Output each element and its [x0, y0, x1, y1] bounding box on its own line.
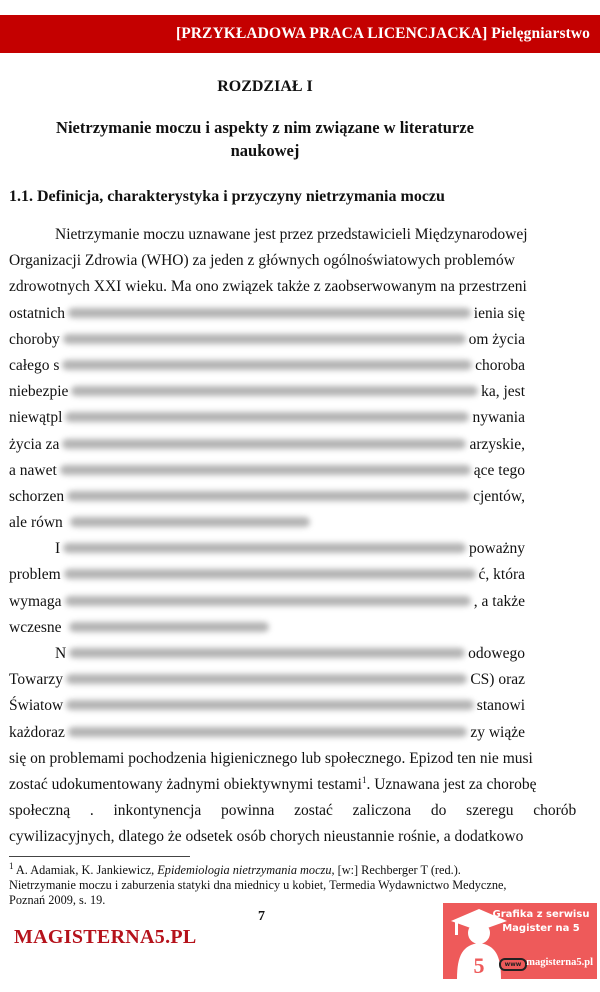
text: Organizacji Zdrowia (WHO) za jeden z głównych ogólnoświatowych problemów	[9, 252, 515, 270]
text: problem	[9, 566, 61, 584]
blurred-text	[71, 386, 478, 396]
blurred-text	[62, 360, 472, 370]
blurred-text	[65, 412, 469, 422]
text: zostać udokumentowany żadnymi obiektywnymi testami	[9, 775, 362, 793]
text: wymaga	[9, 592, 62, 610]
chapter-label: ROZDZIAŁ I	[217, 78, 313, 95]
text: się on problemami pochodzenia higienicznego lub społecznego. Epizod ten nie musi	[9, 749, 533, 767]
blurred-text	[66, 674, 467, 684]
text-line	[9, 484, 525, 510]
text: ka, jest	[481, 383, 525, 401]
text-line	[9, 405, 525, 431]
text: A. Adamiak, K. Jankiewicz,	[13, 863, 158, 877]
blurred-text	[68, 727, 467, 737]
text: a nawet	[9, 461, 57, 479]
text-line	[9, 562, 525, 588]
footnote	[9, 860, 569, 908]
body-text	[9, 222, 577, 851]
text-line	[9, 772, 537, 798]
text: ienia się	[473, 304, 525, 322]
text: cywilizacyjnych, dlatego że odsetek osób chorych nieustannie rośnie, a dodatkowo	[9, 828, 524, 846]
blurred-text	[63, 334, 466, 344]
text: odowego	[468, 645, 525, 662]
blurred-text	[62, 439, 466, 449]
footnote-divider	[9, 856, 190, 857]
blurred-text	[63, 543, 466, 553]
text-line	[9, 301, 525, 327]
text: . Uznawana jest za chorobę	[366, 775, 537, 793]
text: ale równ	[9, 514, 63, 532]
text-line	[9, 746, 533, 772]
blurred-text	[60, 465, 471, 475]
www-icon: www	[499, 958, 527, 971]
text-line	[9, 510, 525, 536]
blurred-text	[67, 491, 470, 501]
text: Towarzy	[9, 671, 64, 689]
blurred-text	[65, 596, 471, 606]
text: CS) oraz	[470, 671, 525, 689]
blurred-text	[69, 648, 465, 658]
watermark-text: Magister na 5	[502, 923, 580, 934]
text: choroba	[475, 356, 525, 374]
text: wczesne	[9, 618, 62, 636]
text: , [w:] Rechberger T (red.).	[331, 863, 461, 877]
watermark-text: Grafika z serwisu	[492, 909, 590, 920]
text: każdoraz	[9, 723, 65, 741]
text: Nietrzymanie moczu uznawane jest przez przedstawicieli Międzynarodowej	[55, 226, 528, 243]
text-line	[9, 536, 525, 562]
footnote-line	[9, 860, 569, 878]
text: zy wiąże	[470, 723, 525, 741]
blurred-text	[64, 569, 476, 579]
text: społeczną . inkontynencja powinna zostać zaliczona do szeregu chorób	[9, 802, 577, 820]
text: arzyskie,	[469, 435, 525, 453]
text-line	[9, 798, 577, 824]
blurred-text	[66, 700, 474, 710]
page-number: 7	[258, 909, 265, 924]
text: całego s	[9, 356, 60, 374]
text-line	[9, 222, 528, 248]
text: nywania	[472, 409, 525, 427]
text-line	[9, 641, 525, 667]
text: stanowi	[476, 697, 525, 715]
text: cjentów,	[473, 487, 525, 505]
header-bar	[0, 15, 600, 53]
watermark-badge	[443, 903, 597, 979]
text: Światow	[9, 697, 64, 715]
blurred-text	[68, 308, 471, 318]
svg-text:5: 5	[473, 953, 485, 978]
text-line	[9, 615, 525, 641]
text-line	[9, 274, 525, 300]
text: I	[55, 540, 61, 558]
text	[9, 772, 536, 798]
text-line	[9, 248, 525, 274]
footnote-marker: 1	[9, 860, 14, 871]
text-line	[9, 458, 525, 484]
text: poważny	[469, 540, 525, 558]
text: choroby	[9, 330, 60, 348]
watermark-url: magisterna5.pl	[526, 957, 593, 968]
text-line	[9, 824, 525, 850]
footnote-line: Nietrzymanie moczu i zaburzenia statyki dna miednicy u kobiet, Termedia Wydawnictwo Medyczne,	[9, 878, 507, 892]
blurred-text	[69, 622, 269, 632]
text-line	[9, 327, 525, 353]
text: zdrowotnych XXI wieku. Ma ono związek także z zaobserwowanym na przestrzeni	[9, 278, 527, 296]
text: Epidemiologia nietrzymania moczu	[157, 863, 332, 877]
text: ć, która	[478, 566, 525, 584]
header-title: [PRZYKŁADOWA PRACA LICENCJACKA] Pielęgniarstwo	[175, 25, 590, 42]
text-line	[9, 432, 525, 458]
text-line	[9, 379, 525, 405]
text: niewątpl	[9, 409, 63, 427]
text: om życia	[468, 330, 525, 348]
text-line	[9, 353, 525, 379]
text-line	[9, 667, 525, 693]
text: niebezpie	[9, 383, 69, 401]
text-line	[9, 589, 525, 615]
footnote-ref[interactable]: 1	[361, 774, 367, 785]
text: życia za	[9, 435, 60, 453]
brand-logo[interactable]: MAGISTERNA5.PL	[14, 926, 197, 948]
text: ostatnich	[9, 304, 65, 322]
chapter-title: Nietrzymanie moczu i aspekty z nim związane w literaturze naukowej	[56, 118, 474, 160]
section-heading: 1.1. Definicja, charakterystyka i przyczyny nietrzymania moczu	[9, 188, 445, 205]
text-line	[9, 720, 525, 746]
blurred-text	[70, 517, 310, 527]
text: schorzen	[9, 487, 65, 505]
text: , a także	[473, 592, 525, 610]
text-line	[9, 693, 525, 719]
text: N	[55, 645, 67, 662]
text: ące tego	[473, 461, 525, 479]
footnote-line: Poznań 2009, s. 19.	[9, 893, 106, 907]
